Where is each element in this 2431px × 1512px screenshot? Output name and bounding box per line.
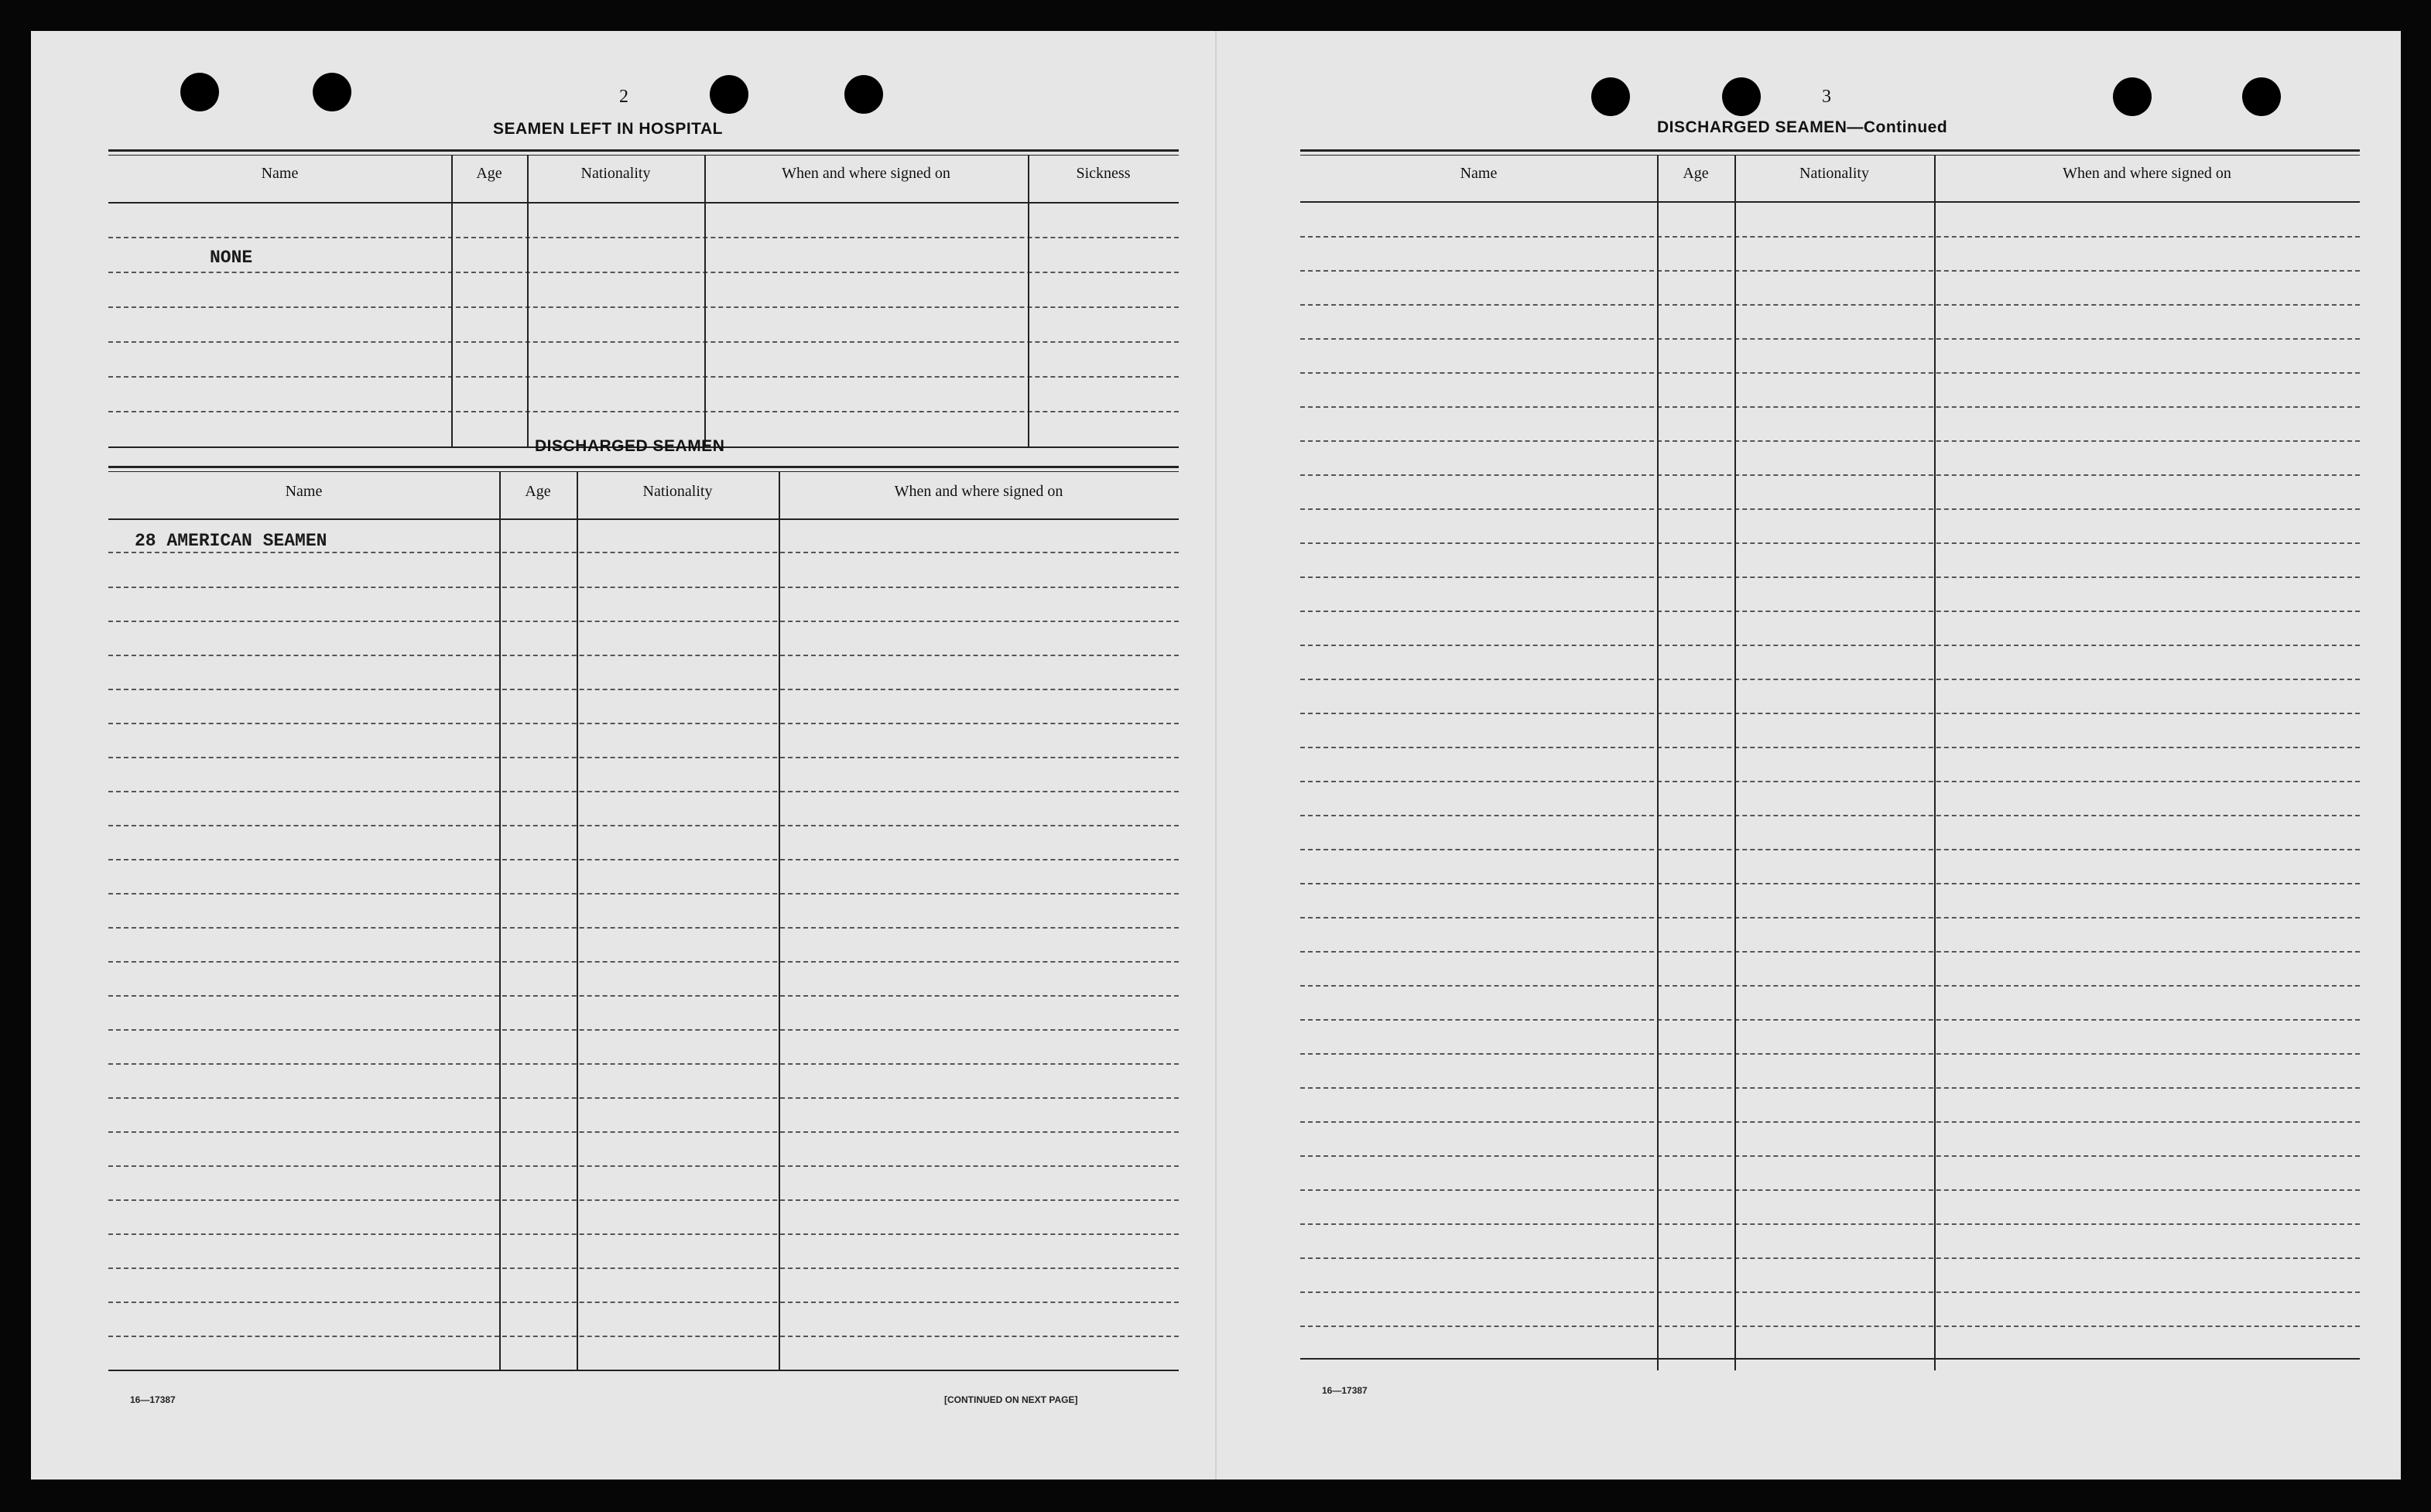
punch-hole [2113, 77, 2152, 116]
punch-hole [2242, 77, 2281, 116]
document-sheet [31, 31, 2401, 1480]
column-header-sickness: Sickness [1076, 165, 1131, 182]
page-number: 2 [619, 87, 628, 107]
discharged-table [108, 466, 1179, 1393]
form-number: 16—17387 [130, 1394, 176, 1405]
column-header-name: Name [285, 483, 323, 500]
page-fold [1215, 31, 1217, 1480]
discharged-continued-title [1657, 118, 1947, 137]
hospital-section-title: SEAMEN LEFT IN HOSPITAL [493, 120, 723, 138]
column-header-age: Age [525, 483, 551, 500]
title-main: DISCHARGED SEAMEN [1657, 118, 1847, 136]
hospital-table [108, 149, 1179, 448]
page-number: 3 [1822, 87, 1831, 107]
discharged-entry: 28 AMERICAN SEAMEN [135, 531, 327, 551]
form-number: 16—17387 [1322, 1385, 1368, 1396]
column-header-age: Age [476, 165, 502, 182]
discharged-section-title: DISCHARGED SEAMEN [535, 437, 725, 455]
punch-hole [844, 75, 883, 114]
continued-note: [CONTINUED ON NEXT PAGE] [944, 1394, 1078, 1405]
column-header-nationality: Nationality [580, 165, 651, 182]
column-header-name: Name [261, 165, 299, 182]
punch-hole [1591, 77, 1630, 116]
column-header-signed-on: When and where signed on [894, 483, 1063, 500]
title-suffix: —Continued [1847, 118, 1948, 136]
punch-hole [180, 73, 219, 111]
column-header-age: Age [1683, 165, 1709, 182]
punch-hole [710, 75, 748, 114]
column-header-nationality: Nationality [1799, 165, 1869, 182]
punch-hole [313, 73, 351, 111]
column-header-nationality: Nationality [642, 483, 713, 500]
column-header-signed-on: When and where signed on [782, 165, 950, 182]
hospital-entry: NONE [210, 248, 253, 268]
discharged-continued-table [1300, 149, 2360, 1377]
punch-hole [1722, 77, 1761, 116]
column-header-name: Name [1460, 165, 1498, 182]
column-header-signed-on: When and where signed on [2063, 165, 2231, 182]
